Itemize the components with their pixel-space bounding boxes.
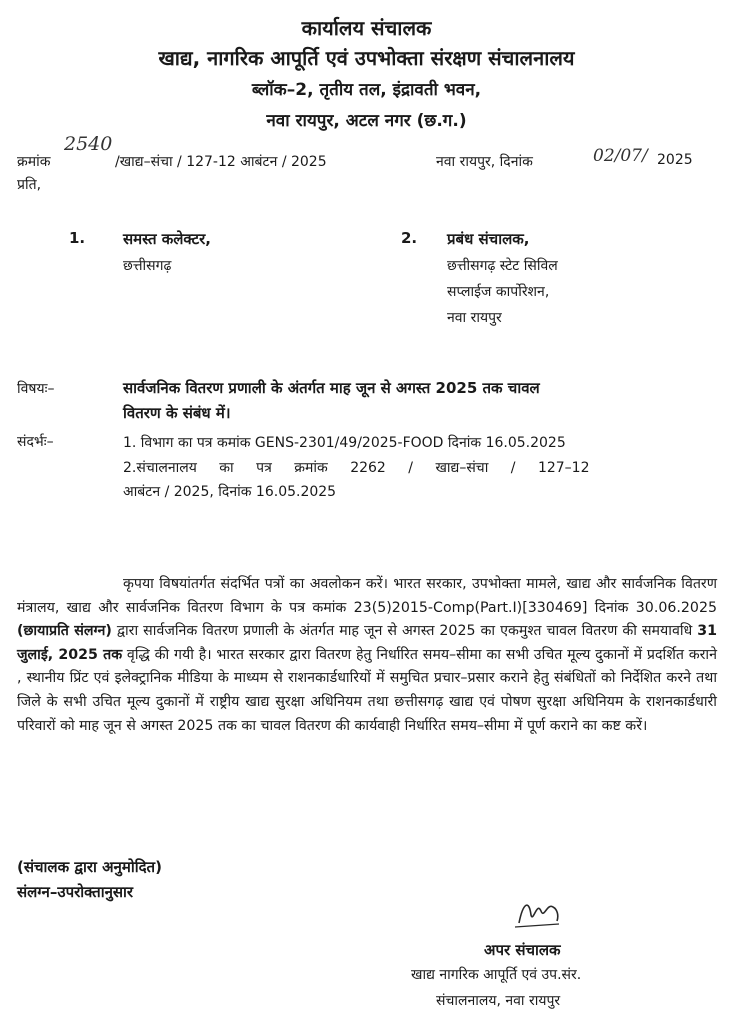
recipient-line: प्रबंध संचालक,	[447, 230, 530, 248]
directorate-name: खाद्य, नागरिक आपूर्ति एवं उपभोक्ता संरक्षण संचालनालय	[158, 46, 575, 70]
reference-label: संदर्भः–	[17, 434, 54, 450]
subject-line-2: वितरण के संबंध में।	[123, 404, 231, 422]
date-year: 2025	[657, 152, 693, 168]
recipient-line: सप्लाईज कार्पोरेशन,	[447, 284, 550, 300]
subject-line-1: सार्वजनिक वितरण प्रणाली के अंतर्गत माह जून से अगस्त 2025 तक चावल	[123, 379, 540, 397]
signature-mark	[513, 893, 563, 933]
recipient-line: समस्त कलेक्टर,	[123, 230, 211, 248]
place-date-label: नवा रायपुर, दिनांक	[436, 154, 533, 170]
reference-line-1: 1. विभाग का पत्र कमांक GENS-2301/49/2025-FOOD दिनांक 16.05.2025	[123, 435, 566, 451]
signatory-designation: अपर संचालक	[484, 941, 561, 959]
signatory-office: संचालनालय, नवा रायपुर	[436, 993, 561, 1009]
ref-label: क्रमांक	[17, 154, 51, 170]
address-line-2: नवा रायपुर, अटल नगर (छ.ग.)	[266, 111, 467, 131]
prati-label: प्रति,	[17, 177, 42, 193]
ref-text: /खाद्य–संचा / 127-12 आबंटन / 2025	[115, 154, 327, 170]
signatory-dept: खाद्य नागरिक आपूर्ति एवं उप.संर.	[411, 967, 582, 983]
recipient-line: नवा रायपुर	[447, 310, 502, 326]
body-text: कृपया विषयांतर्गत संदर्भित पत्रों का अवलोकन करें। भारत सरकार, उपभोक्ता मामले, खाद्य और सार्वजनिक वितरण मंत्रालय, खाद्य और सार्वजनिक वितरण विभाग के पत्र कमांक 23(5)2015-Comp(Part.I)[330469] दिनांक 30.06.2025	[17, 576, 717, 616]
ref-number-handwritten: 2540	[64, 133, 113, 155]
body-paragraph	[17, 573, 717, 738]
approval-note: (संचालक द्वारा अनुमोदित)	[17, 858, 162, 876]
recipient-line: छत्तीसगढ़	[123, 258, 172, 274]
subject-label: विषयः–	[17, 381, 55, 397]
body-text: द्वारा सार्वजनिक वितरण प्रणाली के अंतर्गत माह जून से अगस्त 2025 का एकमुश्त चावल वितरण की समयावधि	[111, 623, 698, 640]
reference-line-3: आबंटन / 2025, दिनांक 16.05.2025	[123, 484, 337, 500]
body-bold-text: 31 जुलाई, 2025 तक	[17, 623, 717, 663]
body-text: वृद्धि की गयी है। भारत सरकार द्वारा वितरण हेतु निर्धारित समय–सीमा का सभी उचित मूल्य दुकानों में प्रदर्शित कराने , स्थानीय प्रिंट एवं इलेक्ट्रानिक मीडिया के माध्यम से राशनकार्डधारियों में समुचित प्रचार–प्रसार कराने हेतु संबंधितों को निर्देशित करने तथा जिले के सभी उचित मूल्य दुकानों में राष्ट्रीय खाद्य सुरक्षा अधिनियम तथा छत्तीसगढ़ खाद्य एवं पोषण सुरक्षा अधिनियम के राशनकार्डधारी परिवारों को माह जून से अगस्त 2025 तक का चावल वितरण की कार्यवाही निर्धारित समय–सीमा में पूर्ण कराने का कष्ट करें।	[17, 646, 717, 734]
address-line-1: ब्लॉक–2, तृतीय तल, इंद्रावती भवन,	[251, 80, 482, 100]
recipient-number: 1.	[69, 229, 86, 247]
office-title: कार्यालय संचालक	[301, 16, 432, 40]
enclosure-note: संलग्न–उपरोक्तानुसार	[17, 883, 134, 901]
recipient-line: छत्तीसगढ़ स्टेट सिविल	[447, 258, 558, 274]
body-bold-text: (छायाप्रति संलग्न)	[17, 623, 112, 640]
recipient-number: 2.	[401, 229, 418, 247]
reference-line-2: 2.संचालनालय का पत्र क्रमांक 2262 / खाद्य–संचा / 127–12	[123, 460, 590, 476]
date-handwritten: 02/07/	[593, 146, 648, 166]
